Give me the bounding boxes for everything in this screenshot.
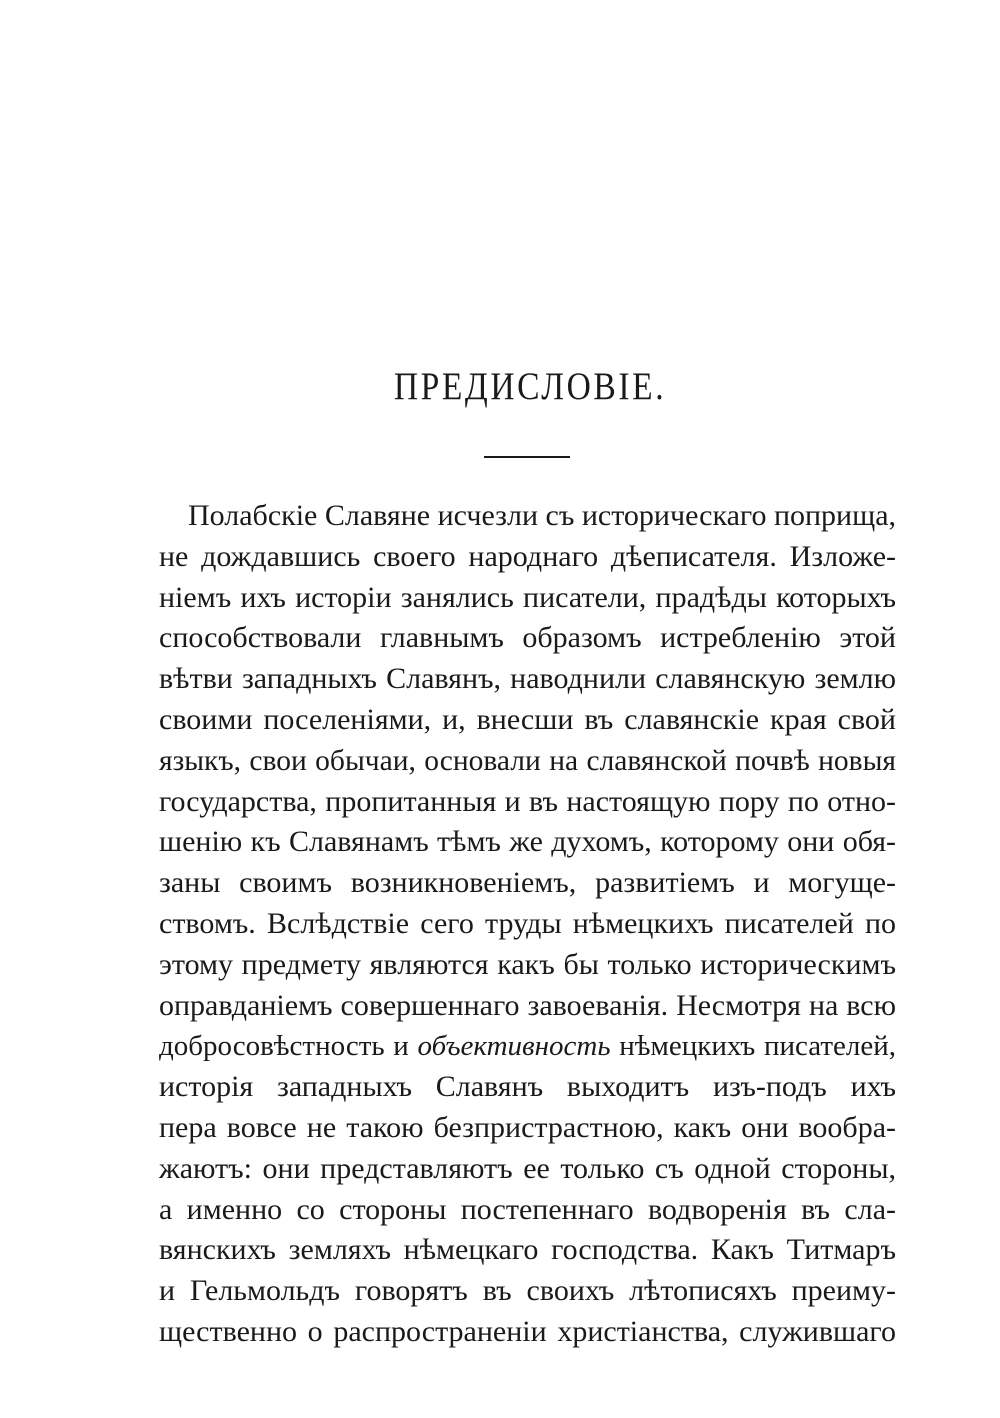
text-line: ствомъ. Вслѣдствіе сего труды нѣмецкихъ писателей по bbox=[159, 906, 896, 940]
title-divider bbox=[484, 456, 570, 458]
text-line: вѣтви западныхъ Славянъ, наводнили славянскую землю bbox=[159, 662, 896, 696]
text-line: языкъ, свои обычаи, основали на славянской почвѣ новыя bbox=[159, 744, 896, 777]
text-line: оправданіемъ совершеннаго завоеванія. Несмотря на всю bbox=[159, 988, 896, 1022]
text-line: этому предмету являются какъ бы только историческимъ bbox=[159, 947, 896, 981]
text-line: пера вовсе не такою безпристрастною, какъ они вообра- bbox=[159, 1110, 896, 1144]
text-line: государства, пропитанныя и въ настоящую пору по отно- bbox=[159, 784, 896, 818]
text-line: и Гельмольдъ говорятъ въ своихъ лѣтописяхъ преиму- bbox=[159, 1274, 896, 1308]
text-line: добросовѣстность и объективность нѣмецкихъ писателей, bbox=[159, 1030, 896, 1063]
text-line: ніемъ ихъ исторіи занялись писатели, прадѣды которыхъ bbox=[159, 580, 896, 614]
text-line: исторія западныхъ Славянъ выходитъ изъ-подъ ихъ bbox=[159, 1070, 896, 1104]
text-line: жаютъ: они представляютъ ее только съ одной стороны, bbox=[159, 1151, 896, 1185]
text-line: Полабскіе Славяне исчезли съ историческаго поприща, bbox=[188, 499, 897, 532]
text-line: не дождавшись своего народнаго дѣеписателя. Изложе- bbox=[159, 539, 896, 573]
text-line: способствовали главнымъ образомъ истребленію этой bbox=[159, 621, 896, 655]
text-line: щественно о распространеніи христіанства, служившаго bbox=[159, 1314, 896, 1348]
emphasized-word: объективность bbox=[417, 1030, 611, 1063]
text-line: вянскихъ земляхъ нѣмецкаго господства. Какъ Титмаръ bbox=[159, 1233, 896, 1267]
text-line: своими поселеніями, и, внесши въ славянскіе края свой bbox=[159, 702, 896, 736]
preface-paragraph bbox=[159, 496, 896, 1353]
text-line: а именно со стороны постепеннаго водворенія въ сла- bbox=[159, 1192, 896, 1226]
text-line: шенію къ Славянамъ тѣмъ же духомъ, которому они обя- bbox=[159, 825, 896, 859]
text-line: заны своимъ возникновеніемъ, развитіемъ и могуще- bbox=[159, 866, 896, 900]
page-title: ПРЕДИСЛОВІЕ. bbox=[393, 365, 667, 408]
